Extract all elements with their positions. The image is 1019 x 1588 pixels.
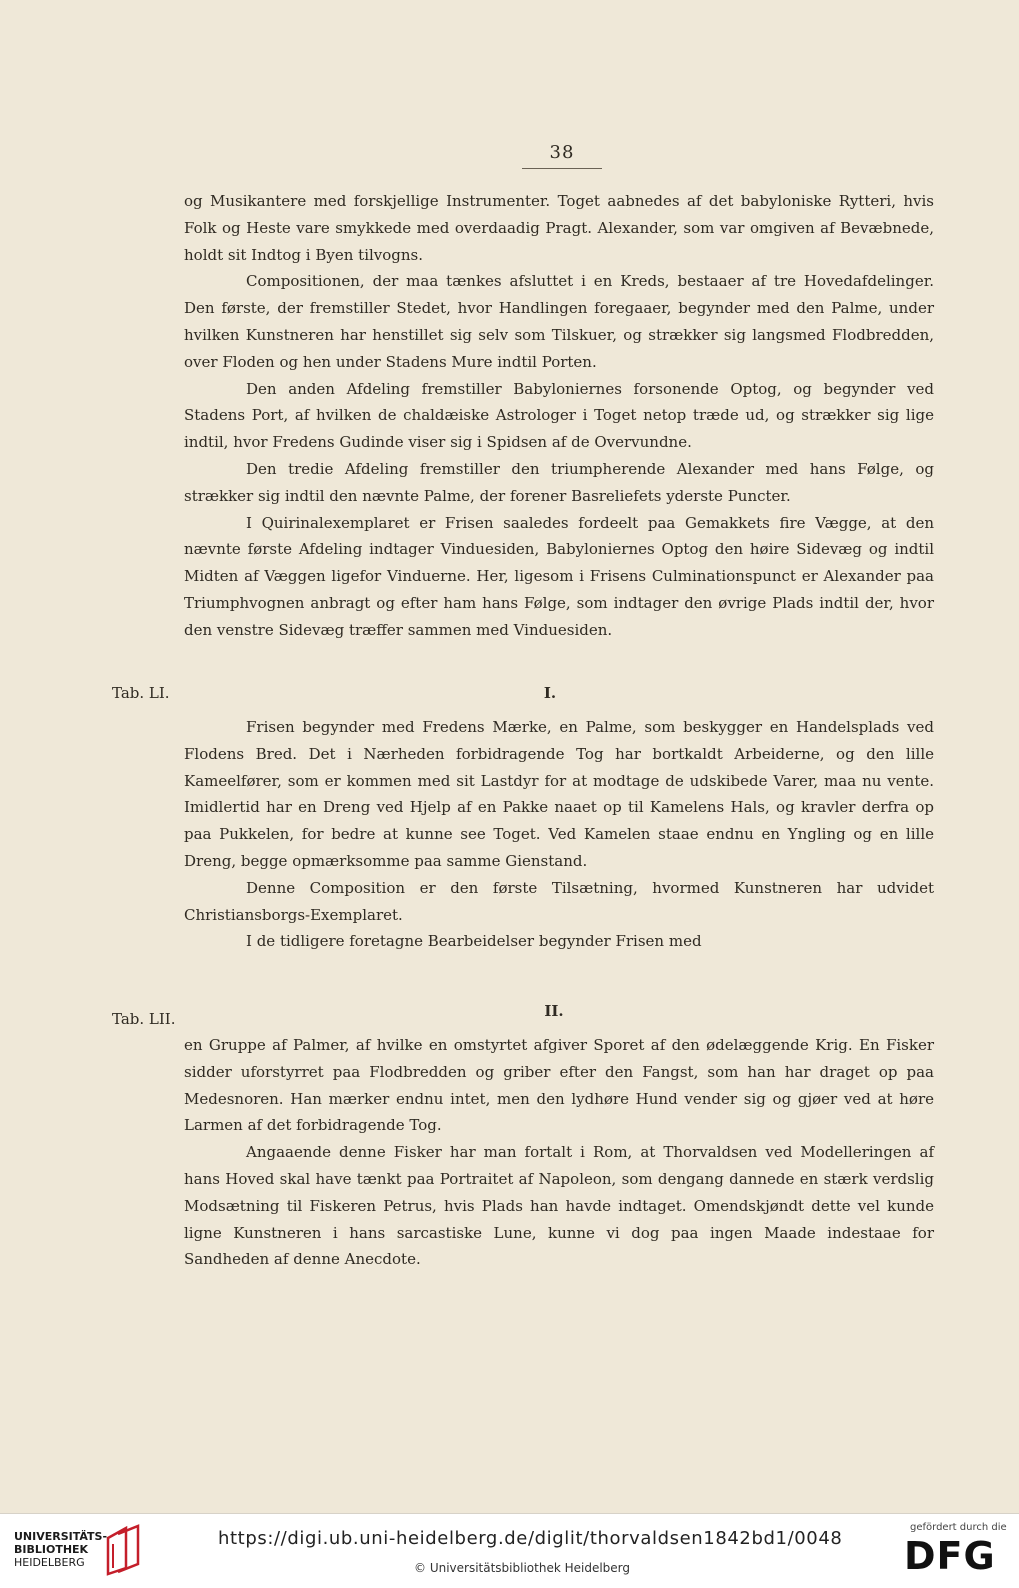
paragraph: og Musikantere med forskjellige Instrumenter. Toget aabnedes af det babyloniske Rytteri, hvis Folk og Heste vare smykkede med overdaadig Pragt. Alexander, som var omgiven af Bevæbnede, holdt sit Indtog i Byen tilvogns.: [184, 192, 934, 264]
funded-by-label: gefördert durch die: [910, 1522, 1007, 1533]
paragraph: Den tredie Afdeling fremstiller den triumpherende Alexander med hans Følge, og strækker sig indtil den nævnte Palme, der forener Basreliefets yderste Puncter.: [184, 459, 934, 505]
text-block-section-2: [184, 1032, 934, 1273]
paragraph: en Gruppe af Palmer, af hvilke en omstyrtet afgiver Sporet af den ødelæggende Krig. En Fisker sidder uforstyrret paa Flodbredden og griber efter den Fangst, som han har draget op paa Medesnoren. Han mærker endnu intet, men den lydhøre Hund vender sig og gjøer ved at høre Larmen af det forbidragende Tog.: [184, 1036, 934, 1135]
paragraph: Angaaende denne Fisker har man fortalt i Rom, at Thorvaldsen ved Modelleringen af hans Hoved skal have tænkt paa Portraitet af Napoleon, som dengang dannede en stærk verdslig Modsætning til Fiskeren Petrus, hvis Plads han havde indtaget. Omendskjøndt dette vel kunde ligne Kunstneren i hans sarcastiske Lune, kunne vi dog paa ingen Maade indestaae for Sandheden af denne Anecdote.: [184, 1143, 934, 1269]
section-heading-2: II.: [544, 1002, 564, 1020]
paragraph: Den anden Afdeling fremstiller Babyloniernes forsonende Optog, og begynder ved Stadens Port, af hvilken de chaldæiske Astrologer i Toget netop træde ud, og strækker sig lige indtil, hvor Fredens Gudinde viser sig i Spidsen af de Overvundne.: [184, 379, 934, 452]
copyright-notice: © Universitätsbibliothek Heidelberg: [414, 1561, 631, 1575]
page-number-rule: [522, 168, 602, 169]
permalink-url[interactable]: https://digi.ub.uni-heidelberg.de/diglit/thorvaldsen1842bd1/0048: [218, 1528, 843, 1549]
paragraph: Frisen begynder med Fredens Mærke, en Palme, som beskygger en Handelsplads ved Flodens Bred. Det i Nærheden forbidragende Tog har bortkaldt Arbeiderne, og den lille Kameelfører, som er kommen med sit Lastdyr for at modtage de udskibede Varer, maa nu vente. Imidlertid har en Dreng ved Hjelp af en Pakke naaet op til Kamelens Hals, og kravler derfra op paa Pukkelen, for bedre at kunne see Toget. Ved Kamelen staae endnu en Yngling og en lille Dreng, begge opmærksomme paa samme Gienstand.: [184, 718, 934, 870]
footer-bar: [0, 1513, 1019, 1588]
margin-label-tab-52: Tab. LII.: [112, 1010, 176, 1028]
page-number: 38: [549, 142, 575, 163]
dfg-logo[interactable]: DFG: [904, 1534, 996, 1578]
paragraph: I de tidligere foretagne Bearbeidelser begynder Frisen med: [246, 932, 702, 951]
text-block-section-1: [184, 714, 934, 955]
paragraph: Denne Composition er den første Tilsætning, hvormed Kunstneren har udvidet Christiansborgs-Exemplaret.: [184, 878, 934, 924]
library-emblem-icon: [104, 1524, 144, 1576]
margin-label-tab-51: Tab. LI.: [112, 684, 170, 702]
paragraph: Compositionen, der maa tænkes afsluttet i en Kreds, bestaaer af tre Hovedafdelinger. Den første, der fremstiller Stedet, hvor Handlingen foregaaer, begynder med den Palme, under hvilken Kunstneren har henstillet sig selv som Tilskuer, og strækker sig langsmed Flodbredden, over Floden og hen under Stadens Mure indtil Porten.: [184, 272, 934, 371]
paragraph: I Quirinalexemplaret er Frisen saaledes fordeelt paa Gemakkets fire Vægge, at den nævnte første Afdeling indtager Vinduesiden, Babyloniernes Optog den høire Sidevæg og indtil Midten af Væggen ligefor Vinduerne. Her, ligesom i Frisens Culminationspunct er Alexander paa Triumphvognen anbragt og efter ham hans Følge, som indtager den øvrige Plads indtil der, hvor den venstre Sidevæg træffer sammen med Vinduesiden.: [184, 513, 934, 639]
text-block-intro: [184, 188, 934, 644]
library-name-line-3: HEIDELBERG: [14, 1556, 85, 1569]
library-logo[interactable]: [14, 1530, 107, 1569]
section-heading-1: I.: [543, 684, 557, 702]
library-name-line-2: BIBLIOTHEK: [14, 1543, 89, 1556]
library-name-line-1: UNIVERSITÄTS-: [14, 1530, 108, 1543]
